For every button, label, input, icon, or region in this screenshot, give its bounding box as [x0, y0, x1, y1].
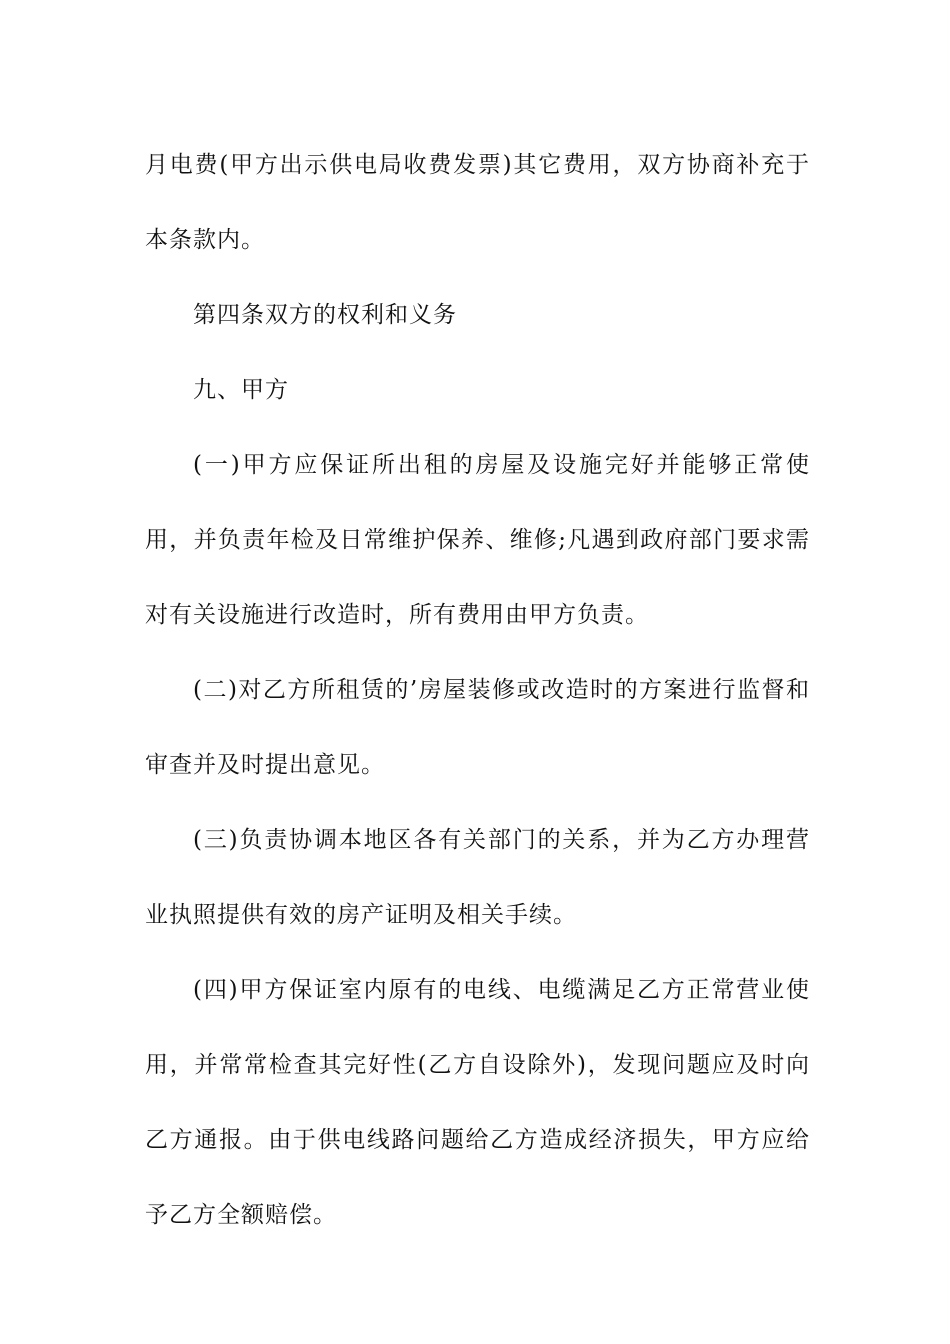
section-nine-heading: 九、甲方: [193, 377, 289, 403]
clause-one: (一)甲方应保证所出租的房屋及设施完好并能够正常使用，并负责年检及日常维护保养、维修;凡遇到政府部门要求需对有关设施进行改造时，所有费用由甲方负责。: [145, 452, 810, 628]
clause-three: (三)负责协调本地区各有关部门的关系，并为乙方办理营业执照提供有效的房产证明及相关手续。: [145, 827, 810, 928]
paragraph-electricity-fee: 月电费(甲方出示供电局收费发票)其它费用，双方协商补充于本条款内。: [145, 152, 810, 253]
document-body: [145, 128, 810, 1253]
clause-four: (四)甲方保证室内原有的电线、电缆满足乙方正常营业使用，并常常检查其完好性(乙方自设除外)，发现问题应及时向乙方通报。由于供电线路问题给乙方造成经济损失，甲方应给予乙方全额赔偿。: [145, 977, 810, 1228]
clause-two: (二)对乙方所租赁的’房屋装修或改造时的方案进行监督和审查并及时提出意见。: [145, 677, 810, 778]
article-four-heading: 第四条双方的权利和义务: [193, 302, 457, 328]
